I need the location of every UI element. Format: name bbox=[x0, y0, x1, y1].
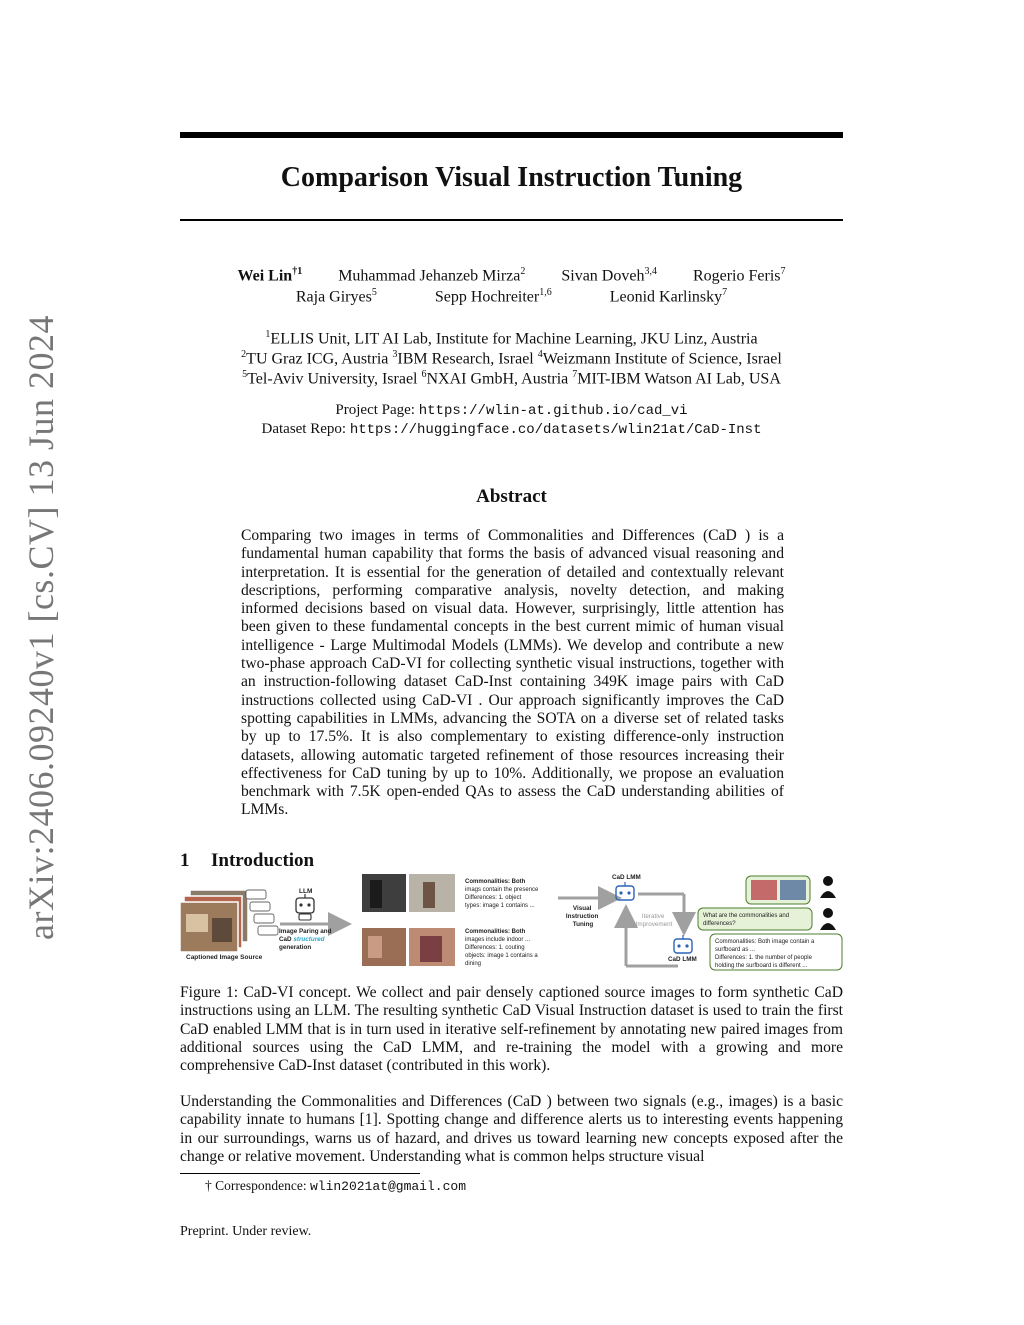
section-number: 1 bbox=[180, 850, 190, 871]
pairing-label-3: generation bbox=[279, 944, 312, 951]
author: Sepp Hochreiter$^{1,6}$ bbox=[434, 287, 552, 306]
footnote-rule bbox=[180, 1173, 420, 1174]
image-pair-2 bbox=[362, 928, 455, 966]
vit-label: Visual Instruction Tuning bbox=[565, 905, 599, 928]
user-icon bbox=[820, 876, 836, 898]
iterative-label: Iterative Improvement bbox=[635, 913, 673, 928]
intro-paragraph: Understanding the Commonalities and Differences (CaD ) between two signals (e.g., images) is a basic capability innate to humans [1]. Spotting change and difference alerts us to interesting events happening in our surroundings, warns us of hazard, and drives us toward learning new concepts exposed after the change or relative movement. Understanding what is common helps structure visual bbox=[180, 1093, 843, 1165]
llm-robot-icon bbox=[296, 894, 314, 920]
title-rule-bottom bbox=[180, 219, 843, 221]
author-row-1 bbox=[180, 266, 843, 285]
abstract-heading: Abstract bbox=[476, 486, 547, 507]
correspondence-email[interactable]: wlin2021at@gmail.com bbox=[309, 1179, 466, 1194]
user-icon bbox=[820, 908, 836, 930]
arxiv-id: arXiv:2406.09240v1 [cs.CV] 13 Jun 2024 bbox=[21, 315, 61, 940]
dataset-repo-line: Dataset Repo: https://huggingface.co/datasets/wlin21at/CaD-Inst bbox=[261, 421, 762, 438]
figure-1-diagram bbox=[180, 866, 843, 976]
abstract-body: Comparing two images in terms of Commonalities and Differences (CaD ) is a fundamental human capability that forms the basis of advanced visual reasoning and interpretation. It is essential for the generation of detailed and contextually relevant descriptions, performing comparative analysis, novelty detection, and making informed decisions based on visual data. However, surprisingly, little attention has been given to these fundamental concepts in the best current mimic of human visual intelligence - Large Multimodal Models (LMMs). We develop and contribute a new two-phase approach CaD-VI for collecting synthetic visual instructions, together with an instruction-following dataset CaD-Inst containing 349K image pairs with CaD instructions collected using CaD-VI . Our approach significantly improves the CaD spotting capabilities in LMMs, advancing the SOTA on a diverse set of related tasks by up to 17.5%. It is also complementary to existing difference-only instruction datasets, allowing automatic targeted refinement of those resources increasing their effectiveness for CaD tuning by up to 10%. Additionally, we propose an evaluation benchmark with 7.5K open-ended QAs to assess the CaD understanding abilities of LMMs. bbox=[241, 527, 784, 819]
project-page-line: Project Page: https://wlin-at.github.io/cad_vi bbox=[335, 402, 688, 419]
llm-label: LLM bbox=[299, 888, 313, 895]
preprint-note: Preprint. Under review. bbox=[180, 1224, 312, 1239]
author: Wei Lin$^{\dagger 1}$ bbox=[237, 266, 303, 285]
footnote: † Correspondence: wlin2021at@gmail.com bbox=[205, 1178, 466, 1194]
cad-lmm-robot-icon-bottom bbox=[674, 935, 692, 953]
title-rule-top bbox=[180, 132, 843, 138]
affiliation-line-3: $^5$Tel-Aviv University, Israel $^6$NXAI GmbH, Austria $^7$MIT-IBM Watson AI Lab, USA bbox=[242, 369, 781, 388]
author: Raja Giryes$^5$ bbox=[295, 287, 377, 306]
captioned-image-stack bbox=[180, 890, 278, 952]
paper-title: Comparison Visual Instruction Tuning bbox=[280, 162, 743, 193]
author: Sivan Doveh$^{3,4}$ bbox=[561, 266, 657, 285]
source-label: Captioned Image Source bbox=[186, 954, 263, 961]
affiliation-line-1: $^1$ELLIS Unit, LIT AI Lab, Institute for Machine Learning, JKU Linz, Austria bbox=[265, 329, 758, 348]
example-2-text: Commonalities: Both images include indoor ... Differences: 1. couting objects: image 1 contains a dining bbox=[465, 929, 538, 967]
section-title: Introduction bbox=[211, 850, 315, 871]
affiliation-line-2: $^2$TU Graz ICG, Austria $^3$IBM Research, Israel $^4$Weizmann Institute of Science, Israel bbox=[241, 349, 782, 368]
project-page-link[interactable]: https://wlin-at.github.io/cad_vi bbox=[418, 403, 688, 419]
author: Muhammad Jehanzeb Mirza$^2$ bbox=[338, 266, 526, 285]
pairing-label-1: Image Paring and bbox=[279, 928, 332, 935]
author: Leonid Karlinsky$^7$ bbox=[609, 287, 728, 306]
answer-text: Commonalities: Both image contain a surfboard as ... Differences: 1. the number of people holding the surfboard is different ... bbox=[715, 939, 815, 969]
pairing-label-2: CaD structured bbox=[279, 936, 325, 943]
cad-lmm-robot-icon-top bbox=[616, 882, 634, 900]
author: Rogerio Feris$^7$ bbox=[692, 266, 786, 285]
bubble-image-2 bbox=[780, 880, 806, 900]
cad-lmm-top-label: CaD LMM bbox=[612, 874, 641, 881]
question-text: What are the commonalities and differences? bbox=[703, 913, 790, 927]
example-1-text: Commonalities: Both imags contain the presence Differences: 1. object types: image 1 contains ... bbox=[465, 879, 539, 909]
dataset-repo-link[interactable]: https://huggingface.co/datasets/wlin21at/CaD-Inst bbox=[349, 422, 762, 438]
bubble-image-1 bbox=[751, 880, 777, 900]
image-pair-1 bbox=[362, 874, 455, 912]
figure-1-caption: Figure 1: CaD-VI concept. We collect and pair densely captioned source images to form synthetic CaD instructions using an LLM. The resulting synthetic CaD Visual Instruction dataset is used to train the first CaD enabled LMM that is in turn used in iterative self-refinement by annotating new paired images from additional sources using the CaD LMM, and re-training the model with a growing and more comprehensive CaD-Inst dataset (contributed in this work). bbox=[180, 984, 843, 1075]
author-row-2 bbox=[180, 287, 843, 306]
arxiv-sidebar-stamp bbox=[20, 315, 61, 940]
cad-lmm-bottom-label: CaD LMM bbox=[668, 956, 697, 963]
